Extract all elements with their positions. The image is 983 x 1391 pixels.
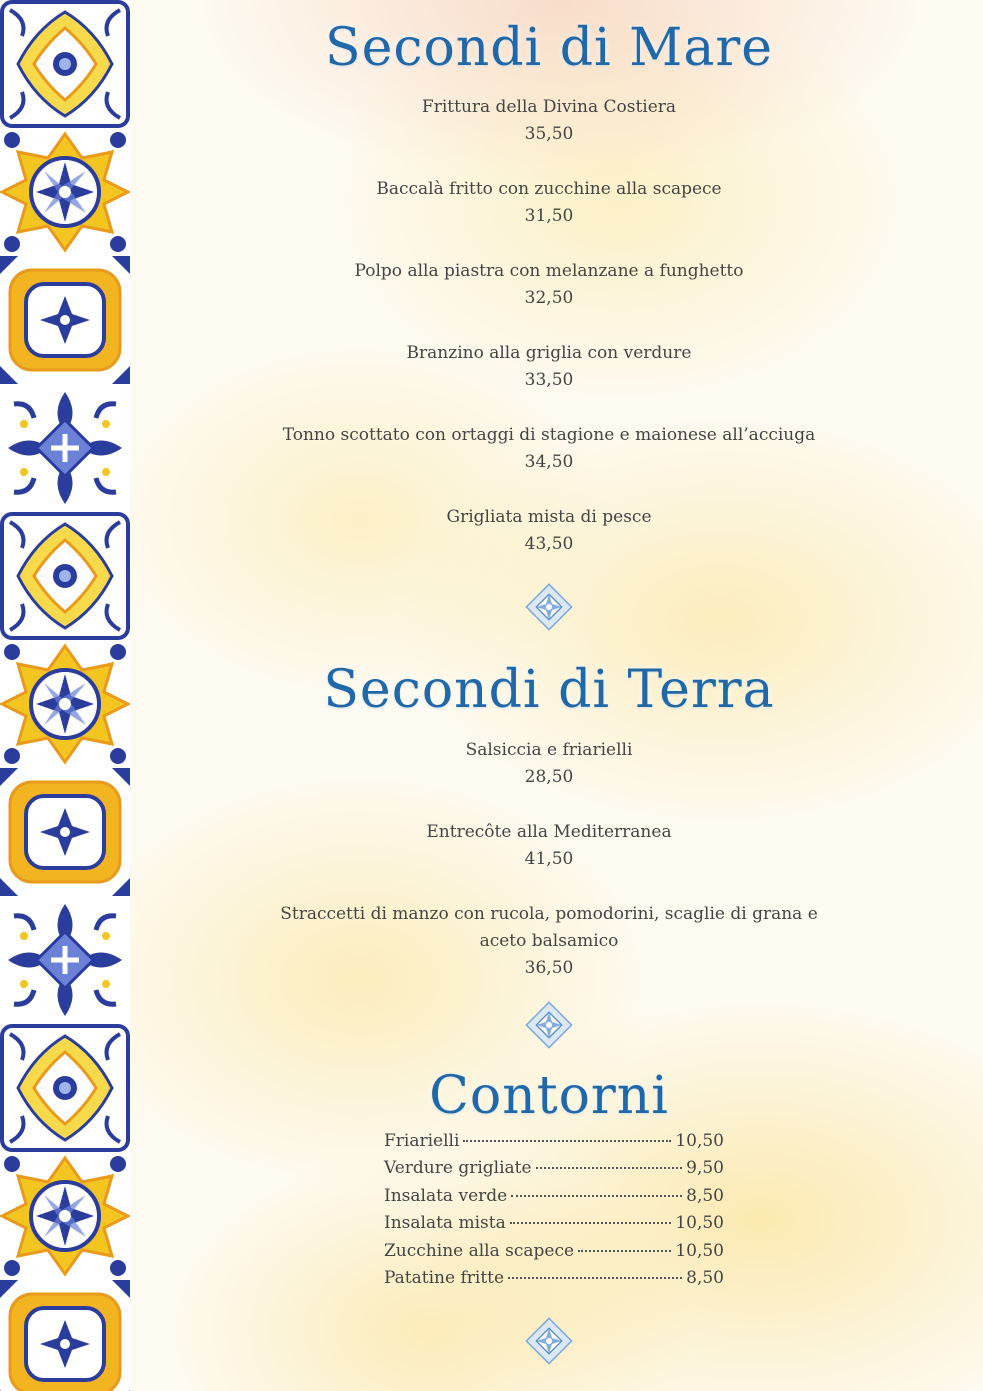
dish-price: 33,50 [524,370,574,390]
menu-item [130,94,968,148]
list-item [384,1183,724,1210]
menu-item [130,258,968,312]
dot-leader [508,1277,682,1279]
dot-leader [578,1250,671,1252]
dish-name: Tonno scottato con ortaggi di stagione e maionese all’acciuga [282,425,816,445]
dish-price: 41,50 [524,849,574,869]
diamond-tile-icon [524,582,574,632]
dish-price: 28,50 [524,767,574,787]
list-item [384,1238,724,1265]
side-dish-list [384,1128,724,1292]
side-name: Insalata verde [384,1185,508,1206]
dot-leader [510,1222,672,1224]
side-name: Zucchine alla scapece [384,1240,575,1261]
dish-name-line-1: Straccetti di manzo con rucola, pomodorini, scaglie di grana e [280,904,818,924]
menu-item [130,422,968,476]
dish-name: Baccalà fritto con zucchine alla scapece [376,179,722,199]
side-price: 9,50 [686,1158,724,1179]
list-item [384,1265,724,1292]
dish-price: 35,50 [524,124,574,144]
dish-price: 31,50 [524,206,574,226]
dot-leader [463,1140,671,1142]
list-item [384,1210,724,1237]
diamond-tile-icon [524,1316,574,1366]
list-item [384,1128,724,1155]
side-price: 8,50 [686,1268,724,1289]
dish-name: Branzino alla griglia con verdure [406,343,692,363]
dish-name: Frittura della Divina Costiera [421,97,677,117]
menu-item [130,737,968,791]
menu-content [130,0,968,1391]
menu-item [130,819,968,873]
dish-price: 43,50 [524,534,574,554]
dish-name-line-2: aceto balsamico [479,931,619,951]
menu-item [130,901,968,982]
side-price: 10,50 [675,1240,724,1261]
menu-item [130,340,968,394]
list-item [384,1155,724,1182]
dish-price: 32,50 [524,288,574,308]
dish-name: Grigliata mista di pesce [446,507,652,527]
section-title-contorni: Contorni [429,1066,669,1126]
dot-leader [511,1195,682,1197]
menu-item [130,176,968,230]
side-price: 10,50 [675,1213,724,1234]
section-title-terra: Secondi di Terra [323,660,775,720]
side-name: Friarielli [384,1131,460,1151]
dish-name: Entrecôte alla Mediterranea [426,822,672,842]
dot-leader [536,1167,683,1169]
side-name: Verdure grigliate [384,1158,532,1179]
tile-strip [0,0,130,1391]
dish-price: 34,50 [524,452,574,472]
side-price: 10,50 [675,1131,724,1151]
dish-price: 36,50 [524,958,574,978]
dish-name: Salsiccia e friarielli [465,740,633,760]
diamond-tile-icon [524,1000,574,1050]
side-price: 8,50 [686,1185,724,1206]
side-name: Patatine fritte [384,1268,505,1289]
menu-item [130,504,968,558]
side-name: Insalata mista [384,1213,506,1234]
section-title-mare: Secondi di Mare [324,18,774,78]
majolica-tile-icon [0,0,130,1391]
dish-name: Polpo alla piastra con melanzane a funghetto [354,261,744,281]
